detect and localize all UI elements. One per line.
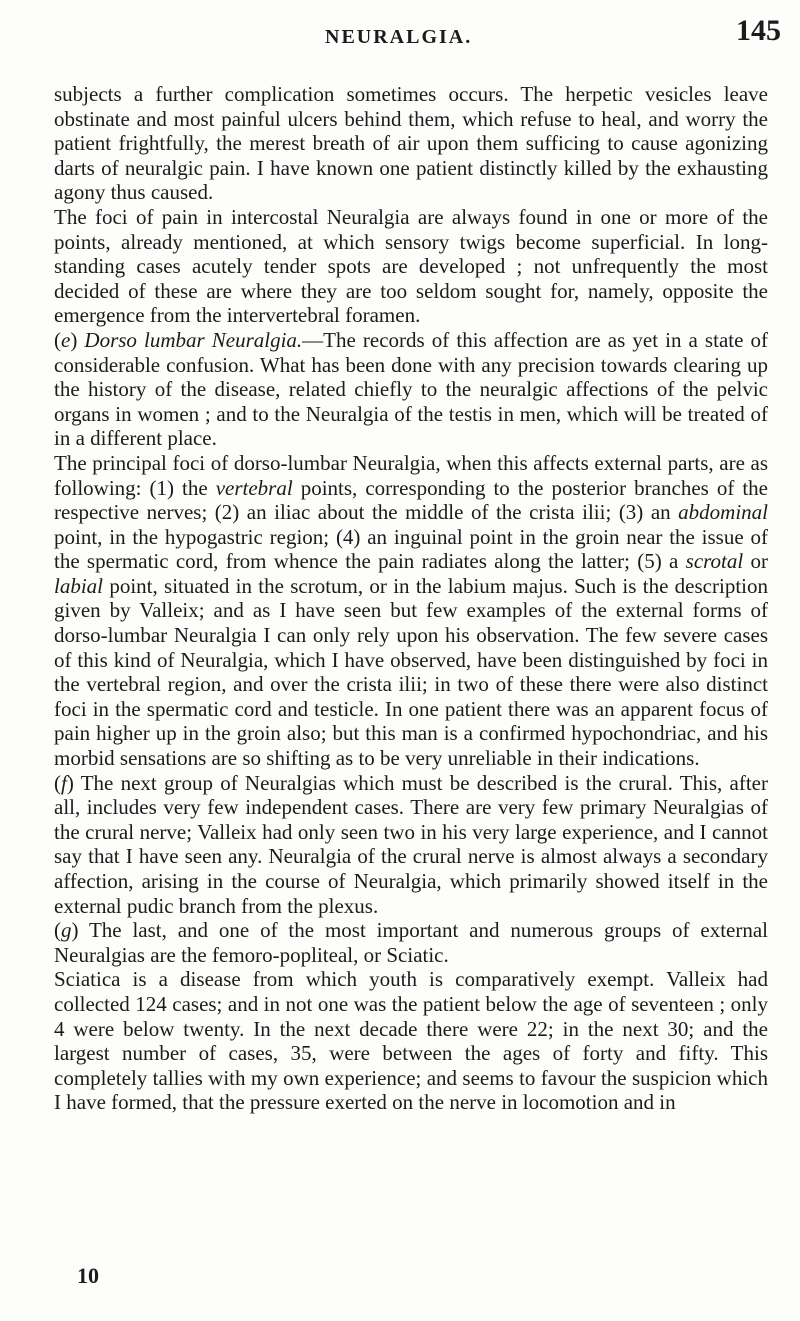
text-run: point, situated in the scrotum, or in the labium majus. Such is the description given by Valleix; and as I have seen but few examples of the external forms of dorso-lumbar Neuralgia I can only rely upon his observation. The few severe cases of this kind of Neuralgia, which I have observed, have been distinguished by foci in the vertebral region, and over the crista ilii; in two of these there were also distinct foci in the spermatic cord and testicle. In one patient there was an apparent focus of pain higher up in the groin also; but this man is a confirmed hypochondriac, and his morbid sensations are so shifting as to be very unreliable in their indications. (54, 573, 768, 771)
text-run: point, in the hypogastric region; (4) an inguinal point in the groin near the issue of the spermatic cord, from whence the pain radiates along the latter; (5) a (54, 524, 768, 574)
body-text (54, 82, 768, 1115)
text-run: or (743, 549, 768, 574)
signature-mark: 10 (77, 1263, 99, 1288)
running-head: NEURALGIA. (325, 26, 473, 48)
paragraph (54, 82, 768, 205)
text-run: ) The next group of Neuralgias which must be described is the crural. This, after all, includes very few independent cases. There are very few primary Neuralgias of the crural nerve; Valleix had only seen two in his very large experience, and I cannot say that I have seen any. Neuralgia of the crural nerve is almost always a secondary affection, arising in the course of Neuralgia, which primarily showed itself in the external pudic branch from the plexus. (54, 770, 768, 918)
paragraph (54, 918, 768, 967)
text-run: points, corresponding to the posterior branches of the respective nerves; (2) an iliac about the middle of the crista ilii; (3) an (54, 475, 768, 525)
paragraph (54, 771, 768, 919)
text-run: The principal foci of dorso-lumbar Neuralgia, when this affects external parts, are as following: (1) the (54, 450, 768, 500)
text-run: ) The last, and one of the most important and numerous groups of external Neuralgias are the femoro-popliteal, or Sciatic. (54, 918, 768, 967)
italic-text: vertebral (215, 475, 293, 500)
text-run: ( (54, 918, 61, 943)
paragraph (54, 205, 768, 328)
text-run: ) (70, 327, 85, 352)
italic-text: abdominal (678, 500, 768, 525)
text-run: The foci of pain in intercostal Neuralgia are always found in one or more of the points, already mentioned, at which sensory twigs become superficial. In long-standing cases acutely tender spots are developed ; not unfrequently the most decided of these are where they are too seldom sought for, namely, opposite the emergence from the intervertebral foramen. (54, 204, 768, 328)
italic-text: e (61, 327, 71, 352)
text-run: subjects a further complication sometimes occurs. The herpetic vesicles leave obstinate and most painful ulcers behind them, which refuse to heal, and worry the patient frightfully, the merest breath of air upon them sufficing to cause agonizing darts of neuralgic pain. I have known one patient distinctly killed by the exhausting agony thus caused. (54, 82, 768, 205)
text-run: ( (54, 327, 61, 352)
text-run: ( (54, 770, 61, 795)
paragraph (54, 967, 768, 1115)
text-run: Sciatica is a disease from which youth is comparatively exempt. Valleix had collected 124 cases; and in not one was the patient below the age of seventeen ; only 4 were below twenty. In the next decade there were 22; in the next 30; and the largest number of cases, 35, were between the ages of forty and fifty. This completely tallies with my own experience; and seems to favour the suspicion which I have formed, that the pressure exerted on the nerve in locomotion and in (54, 967, 768, 1115)
italic-text: Dorso lumbar Neuralgia. (84, 327, 303, 352)
italic-text: g (61, 918, 72, 943)
paragraph (54, 328, 768, 451)
italic-text: scrotal (685, 549, 744, 574)
italic-text: f (61, 770, 67, 795)
italic-text: labial (54, 573, 104, 598)
paragraph (54, 451, 768, 771)
page-header (0, 12, 800, 52)
text-run: —The records of this affection are as yet in a state of considerable confusion. What has been done with any precision towards clearing up the history of the disease, related chiefly to the neuralgic affections of the pelvic organs in women ; and to the Neuralgia of the testis in men, which will be treated of in a different place. (54, 327, 768, 451)
page-number: 145 (736, 14, 781, 47)
